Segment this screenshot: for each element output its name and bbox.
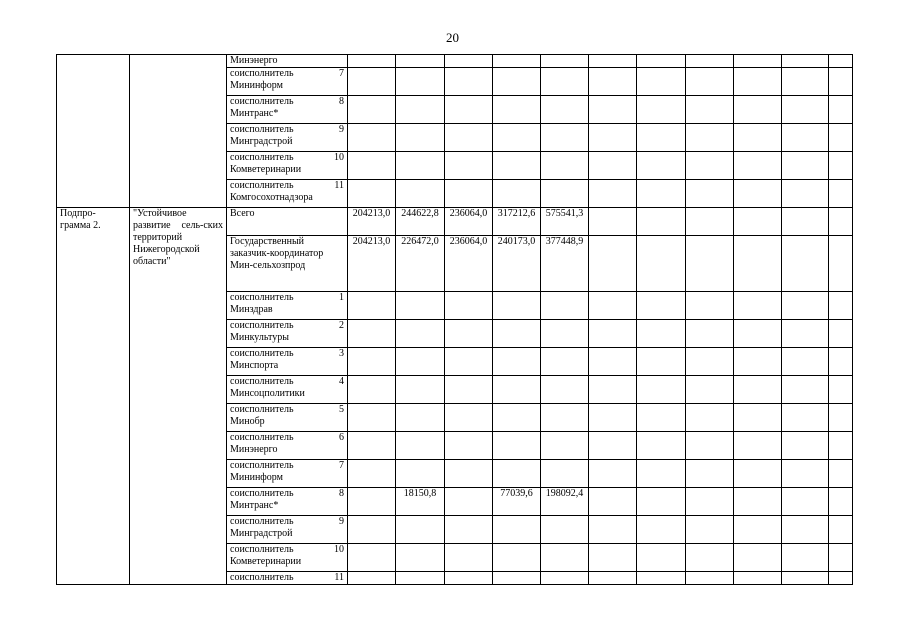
role-label: соисполнитель [230,124,294,135]
role-number: 6 [339,432,344,443]
empty-cell [829,96,853,124]
empty-cell [348,572,396,585]
subprogram-name: "Устойчивое развитие сель-ских территорий Нижегородской области" [130,208,227,585]
empty-cell [782,55,829,68]
empty-cell [493,96,541,124]
empty-cell [734,460,782,488]
role-number: 5 [339,404,344,415]
empty-cell [348,55,396,68]
empty-cell [829,404,853,432]
value-cell [445,516,493,544]
value-cell [348,404,396,432]
empty-cell [589,55,637,68]
value-cell [396,320,445,348]
empty-cell [493,180,541,208]
empty-cell [637,208,686,236]
role-number: 1 [339,292,344,303]
role-label: соисполнитель [230,432,294,443]
value-cell: 204213,0 [348,208,396,236]
value-cell: 226472,0 [396,236,445,292]
empty-cell [637,292,686,320]
value-cell [541,544,589,572]
empty-cell [493,55,541,68]
empty-cell [829,572,853,585]
empty-cell [734,152,782,180]
empty-cell [782,292,829,320]
empty-cell [589,348,637,376]
empty-cell [589,376,637,404]
value-cell [348,292,396,320]
role-label: соисполнитель [230,152,294,163]
value-cell [445,460,493,488]
empty-cell [589,152,637,180]
value-cell: 317212,6 [493,208,541,236]
empty-cell [637,404,686,432]
empty-cell [686,124,734,152]
empty-cell [829,460,853,488]
value-cell [445,404,493,432]
empty-cell [686,376,734,404]
value-cell [396,460,445,488]
empty-cell [829,516,853,544]
role-label: соисполнитель [230,292,294,303]
co-executor-cell [227,516,348,544]
empty-cell [829,180,853,208]
empty-cell [829,544,853,572]
value-cell: 18150,8 [396,488,445,516]
empty-cell [541,96,589,124]
value-cell [348,432,396,460]
empty-cell [637,68,686,96]
empty-cell [686,516,734,544]
value-cell [541,348,589,376]
empty-cell [686,488,734,516]
empty-cell [637,55,686,68]
empty-cell [734,68,782,96]
empty-cell [637,96,686,124]
role-agency: Минтранс* [230,500,279,511]
empty-cell [734,124,782,152]
role-label: соисполнитель [230,516,294,527]
value-cell [396,376,445,404]
empty-cell [782,320,829,348]
value-cell [445,376,493,404]
empty-cell [686,320,734,348]
empty-cell [686,55,734,68]
co-executor-cell [227,460,348,488]
empty-cell [589,488,637,516]
empty-cell [782,460,829,488]
empty-cell [782,572,829,585]
value-cell: 236064,0 [445,236,493,292]
role-label: соисполнитель [230,68,294,79]
role-label: соисполнитель [230,180,294,191]
role-agency: Минкультуры [230,332,289,343]
empty-cell [782,488,829,516]
empty-cell [637,320,686,348]
subprogram-label: Подпро-грамма 2. [57,208,130,585]
co-executor-cell [227,544,348,572]
value-cell [493,460,541,488]
role-number: 4 [339,376,344,387]
empty-cell [782,96,829,124]
co-executor-cell [227,124,348,152]
program-name-cell [130,55,227,208]
co-executor-cell [227,55,348,68]
empty-cell [734,55,782,68]
co-executor-cell [227,96,348,124]
value-cell [493,320,541,348]
role-label: соисполнитель [230,348,294,359]
value-cell [348,488,396,516]
empty-cell [589,404,637,432]
empty-cell [637,152,686,180]
value-cell [348,460,396,488]
empty-cell [637,348,686,376]
value-cell [493,432,541,460]
empty-cell [686,404,734,432]
co-executor-cell [227,376,348,404]
empty-cell [782,432,829,460]
value-cell [493,376,541,404]
empty-cell [589,516,637,544]
empty-cell [686,432,734,460]
value-cell [493,292,541,320]
empty-cell [734,376,782,404]
value-cell [396,544,445,572]
empty-cell [686,96,734,124]
empty-cell [541,180,589,208]
empty-cell [589,208,637,236]
table-row [57,55,853,68]
value-cell [396,404,445,432]
empty-cell [445,124,493,152]
role-label: соисполнитель [230,320,294,331]
empty-cell [782,516,829,544]
role-number: 3 [339,348,344,359]
empty-cell [493,152,541,180]
empty-cell [637,432,686,460]
value-cell: 575541,3 [541,208,589,236]
empty-cell [445,96,493,124]
role-agency: Минтранс* [230,108,279,119]
empty-cell [734,432,782,460]
co-executor-cell [227,180,348,208]
empty-cell [782,404,829,432]
empty-cell [396,180,445,208]
empty-cell [348,152,396,180]
empty-cell [734,96,782,124]
empty-cell [589,544,637,572]
empty-cell [734,180,782,208]
empty-cell [445,55,493,68]
empty-cell [782,152,829,180]
empty-cell [589,180,637,208]
role-agency: Комветеринарии [230,164,302,175]
empty-cell [589,68,637,96]
value-cell [541,376,589,404]
co-executor-cell [227,432,348,460]
empty-cell [782,180,829,208]
value-cell [493,516,541,544]
page-number: 20 [446,30,459,45]
role-number: 7 [339,68,344,79]
empty-cell [734,348,782,376]
role-agency: Комгосохотнадзора [230,192,313,203]
empty-cell [589,460,637,488]
empty-cell [348,180,396,208]
value-cell [445,320,493,348]
empty-cell [637,236,686,292]
role-number: 9 [339,124,344,135]
empty-cell [445,68,493,96]
empty-cell [829,320,853,348]
role-label: соисполнитель [230,488,294,499]
role-agency: Минздрав [230,304,273,315]
empty-cell [686,292,734,320]
empty-cell [637,544,686,572]
co-executor-cell [227,572,348,585]
empty-cell [829,152,853,180]
co-executor-cell [227,488,348,516]
empty-cell [589,432,637,460]
empty-cell [445,180,493,208]
role-agency: Комветеринарии [230,556,302,567]
empty-cell [829,292,853,320]
empty-cell [734,292,782,320]
co-executor-cell [227,320,348,348]
empty-cell [637,516,686,544]
empty-cell [493,124,541,152]
empty-cell [782,68,829,96]
empty-cell [686,348,734,376]
role-number: 10 [334,152,344,163]
empty-cell [734,516,782,544]
empty-cell [782,236,829,292]
value-cell [445,544,493,572]
role-agency: Минэнерго [230,55,278,66]
empty-cell [541,55,589,68]
empty-cell [396,124,445,152]
role-number: 10 [334,544,344,555]
empty-cell [396,55,445,68]
role-label: соисполнитель [230,460,294,471]
empty-cell [686,460,734,488]
empty-cell [734,544,782,572]
role-number: 8 [339,488,344,499]
empty-cell [637,460,686,488]
role-label: соисполнитель [230,404,294,415]
empty-cell [589,292,637,320]
empty-cell [541,68,589,96]
empty-cell [589,124,637,152]
empty-cell [734,208,782,236]
empty-cell [396,68,445,96]
empty-cell [829,68,853,96]
empty-cell [637,488,686,516]
empty-cell [782,544,829,572]
table-row [57,208,853,236]
total-label: Всего [227,208,348,236]
role-number: 9 [339,516,344,527]
value-cell: 77039,6 [493,488,541,516]
empty-cell [734,236,782,292]
co-executor-cell [227,292,348,320]
empty-cell [686,180,734,208]
empty-cell [686,236,734,292]
role-agency: Минградстрой [230,528,293,539]
role-number: 8 [339,96,344,107]
role-agency: Минсоцполитики [230,388,305,399]
empty-cell [541,572,589,585]
empty-cell [686,572,734,585]
value-cell [445,348,493,376]
empty-cell [541,124,589,152]
value-cell [541,404,589,432]
empty-cell [686,152,734,180]
empty-cell [396,96,445,124]
empty-cell [734,488,782,516]
value-cell: 240173,0 [493,236,541,292]
co-executor-cell [227,348,348,376]
empty-cell [637,376,686,404]
role-number: 11 [334,572,344,583]
role-label: соисполнитель [230,572,294,583]
empty-cell [541,152,589,180]
value-cell [541,516,589,544]
value-cell [348,376,396,404]
value-cell [493,348,541,376]
value-cell [396,516,445,544]
empty-cell [589,572,637,585]
role-number: 11 [334,180,344,191]
empty-cell [396,572,445,585]
empty-cell [686,68,734,96]
empty-cell [829,348,853,376]
empty-cell [493,68,541,96]
empty-cell [396,152,445,180]
value-cell [541,460,589,488]
empty-cell [829,236,853,292]
role-agency: Минэнерго [230,444,278,455]
empty-cell [829,208,853,236]
subprogram-cell [57,55,130,208]
value-cell [348,516,396,544]
co-executor-cell [227,152,348,180]
empty-cell [782,348,829,376]
empty-cell [445,572,493,585]
value-cell: 236064,0 [445,208,493,236]
empty-cell [637,124,686,152]
value-cell [445,432,493,460]
role-agency: Mининформ [230,80,283,91]
empty-cell [829,124,853,152]
empty-cell [829,376,853,404]
role-agency: Минспорта [230,360,279,371]
empty-cell [589,236,637,292]
empty-cell [637,180,686,208]
role-label: соисполнитель [230,96,294,107]
empty-cell [782,208,829,236]
empty-cell [734,320,782,348]
empty-cell [348,124,396,152]
value-cell: 244622,8 [396,208,445,236]
empty-cell [686,208,734,236]
value-cell [493,404,541,432]
empty-cell [782,124,829,152]
customer-label: Государственный заказчик-координатор Мин-сельхозпрод [227,236,348,292]
value-cell [541,432,589,460]
empty-cell [734,572,782,585]
value-cell: 377448,9 [541,236,589,292]
value-cell [348,544,396,572]
role-label: соисполнитель [230,544,294,555]
empty-cell [782,376,829,404]
value-cell [348,348,396,376]
role-label: соисполнитель [230,376,294,387]
value-cell: 198092,4 [541,488,589,516]
value-cell [541,292,589,320]
value-cell [348,320,396,348]
empty-cell [348,68,396,96]
budget-table [56,54,853,585]
role-agency: Минградстрой [230,136,293,147]
value-cell [445,488,493,516]
co-executor-cell [227,68,348,96]
value-cell [396,432,445,460]
co-executor-cell [227,404,348,432]
role-number: 7 [339,460,344,471]
value-cell [396,348,445,376]
empty-cell [589,320,637,348]
value-cell: 204213,0 [348,236,396,292]
value-cell [445,292,493,320]
empty-cell [445,152,493,180]
empty-cell [829,55,853,68]
empty-cell [686,544,734,572]
empty-cell [734,404,782,432]
role-number: 2 [339,320,344,331]
empty-cell [493,572,541,585]
empty-cell [589,96,637,124]
value-cell [541,320,589,348]
empty-cell [348,96,396,124]
empty-cell [637,572,686,585]
empty-cell [829,432,853,460]
empty-cell [829,488,853,516]
role-agency: Mининформ [230,472,283,483]
value-cell [493,544,541,572]
role-agency: Минобр [230,416,265,427]
value-cell [396,292,445,320]
